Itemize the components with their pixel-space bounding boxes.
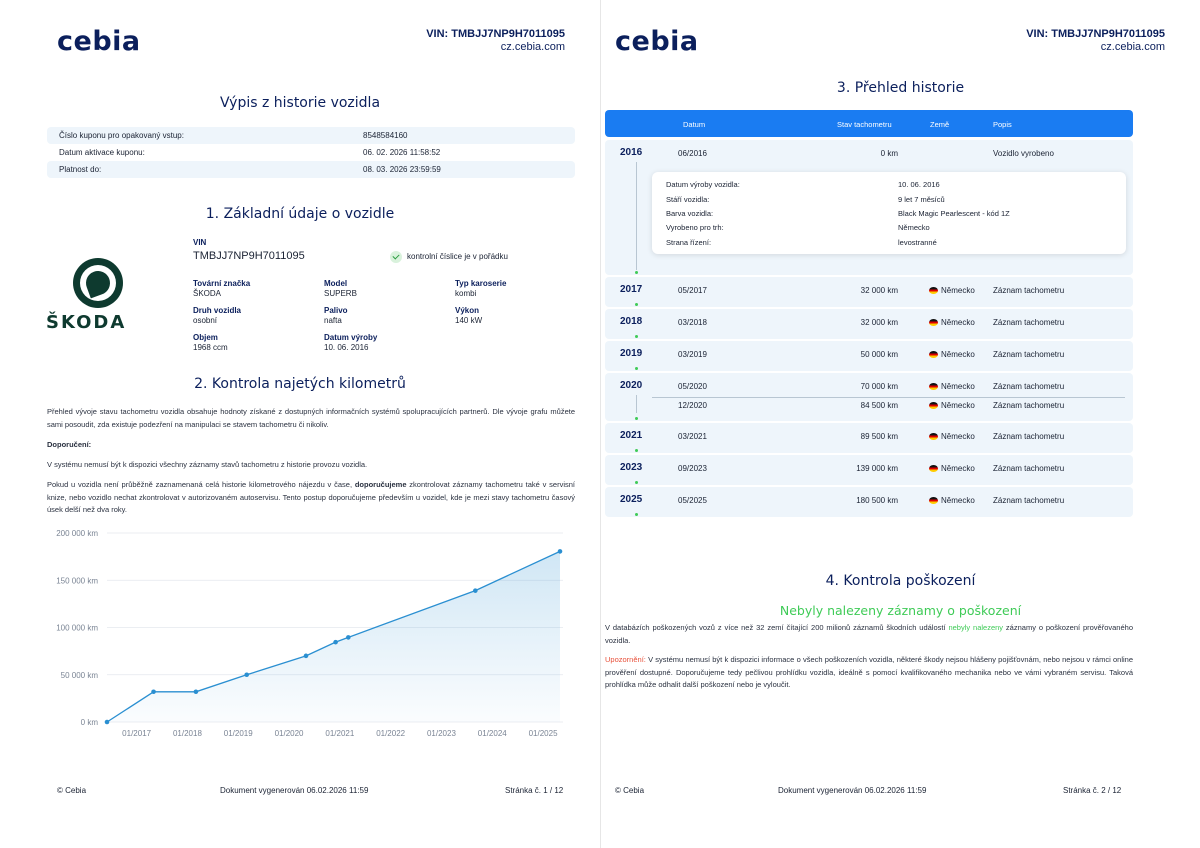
germany-flag-icon: [929, 433, 938, 440]
damage-result-title: Nebyly nalezeny záznamy o poškození: [779, 603, 1022, 618]
history-date: 03/2019: [678, 350, 707, 359]
history-year-block: [605, 487, 1133, 517]
history-date: 06/2016: [678, 149, 707, 158]
skoda-wordmark: ŠKODA: [46, 312, 127, 333]
col-date: Datum: [683, 120, 706, 129]
vehicle-field: Model SUPERB: [324, 279, 357, 298]
detail-label: Barva vozidla:: [666, 209, 714, 218]
history-km: 32 000 km: [860, 286, 898, 295]
history-description: Záznam tachometru: [993, 382, 1065, 391]
vin-check-text: kontrolní číslice je v pořádku: [407, 252, 508, 261]
germany-flag-icon: [929, 497, 938, 504]
x-tick-label: 01/2018: [172, 729, 202, 738]
vehicle-field: Výkon 140 kW: [455, 306, 483, 325]
history-km: 0 km: [880, 149, 898, 158]
history-country-label: Německo: [941, 401, 975, 410]
history-date: 05/2020: [678, 382, 707, 391]
history-country-label: Německo: [941, 382, 975, 391]
history-km: 70 000 km: [860, 382, 898, 391]
damage-result-text: V databázích poškozených vozů z více než 32 zemí čítající 200 milionů záznamů škodních událostí nebyly nalezeny záznamy o poškození prověřovaného vozidla.: [605, 623, 1133, 645]
report-page-2: [600, 0, 1200, 848]
footer-copyright: © Cebia: [57, 786, 87, 795]
history-description: Záznam tachometru: [993, 401, 1065, 410]
history-description: Záznam tachometru: [993, 318, 1065, 327]
y-tick-label: 150 000 km: [56, 576, 98, 586]
coupon-value: 8548584160: [363, 131, 408, 140]
history-year: 2020: [620, 380, 643, 391]
col-country: Země: [930, 120, 950, 129]
site-text: cz.cebia.com: [500, 41, 565, 53]
recommendation-heading: Doporučení:: [47, 440, 92, 449]
history-country-label: Německo: [941, 350, 975, 359]
history-year-block: [605, 455, 1133, 485]
history-country: [929, 286, 975, 295]
timeline-dot-icon: [635, 271, 638, 274]
coupon-row: [47, 161, 575, 178]
y-tick-label: 100 000 km: [56, 623, 98, 633]
vin-label: VIN: [193, 238, 207, 247]
history-date: 12/2020: [678, 401, 707, 410]
history-km: 84 500 km: [860, 401, 898, 410]
detail-value: 9 let 7 měsíců: [898, 195, 945, 204]
history-country-label: Německo: [941, 464, 975, 473]
history-km: 139 000 km: [856, 464, 898, 473]
x-tick-label: 01/2019: [223, 729, 253, 738]
section-title-history: 3. Přehled historie: [836, 80, 965, 96]
history-country: [929, 464, 975, 473]
history-year-block: [605, 309, 1133, 339]
x-tick-label: 01/2023: [426, 729, 456, 738]
coupon-row: [47, 144, 575, 161]
timeline-dot-icon: [635, 335, 638, 338]
detail-label: Stáří vozidla:: [666, 195, 710, 204]
timeline-dot-icon: [635, 417, 638, 420]
skoda-logo-icon: [73, 258, 123, 308]
coupon-label: Číslo kuponu pro opakovaný vstup:: [59, 131, 184, 140]
history-year-block: [605, 373, 1133, 421]
cebia-logo: cebia: [57, 26, 141, 57]
detail-value: 10. 06. 2016: [898, 180, 940, 189]
footer-copyright: © Cebia: [615, 786, 645, 795]
history-country: [929, 318, 975, 327]
history-year: 2018: [620, 316, 643, 327]
mileage-chart: [0, 520, 600, 750]
germany-flag-icon: [929, 383, 938, 390]
history-description: Záznam tachometru: [993, 464, 1065, 473]
section-title-basic-info: 1. Základní údaje o vozidle: [205, 206, 395, 222]
history-country-label: Německo: [941, 286, 975, 295]
x-tick-label: 01/2017: [122, 729, 152, 738]
history-description: Záznam tachometru: [993, 496, 1065, 505]
history-table-header: [605, 110, 1133, 137]
data-point: [304, 654, 309, 659]
x-tick-label: 01/2022: [376, 729, 406, 738]
detail-label: Datum výroby vozidla:: [666, 180, 740, 189]
history-km: 180 500 km: [856, 496, 898, 505]
history-year: 2025: [620, 494, 643, 505]
vin-header-text: VIN: TMBJJ7NP9H7011095: [426, 28, 565, 40]
history-country-label: Německo: [941, 318, 975, 327]
history-date: 03/2018: [678, 318, 707, 327]
germany-flag-icon: [929, 287, 938, 294]
history-date: 05/2017: [678, 286, 707, 295]
history-year: 2016: [620, 147, 643, 158]
vehicle-field: Tovární značka ŠKODA: [193, 279, 251, 298]
history-description: Záznam tachometru: [993, 350, 1065, 359]
timeline-dot-icon: [635, 513, 638, 516]
vin-header: [1026, 28, 1165, 54]
footer-page-number: Stránka č. 1 / 12: [505, 786, 564, 795]
vehicle-field: Objem 1968 ccm: [193, 333, 228, 352]
history-year: 2017: [620, 284, 643, 295]
coupon-label: Platnost do:: [59, 165, 102, 174]
germany-flag-icon: [929, 465, 938, 472]
detail-value: levostranné: [898, 238, 937, 247]
history-year-block: [605, 341, 1133, 371]
timeline-dot-icon: [635, 303, 638, 306]
vin-header-text: VIN: TMBJJ7NP9H7011095: [1026, 28, 1165, 40]
germany-flag-icon: [929, 351, 938, 358]
coupon-row: [47, 127, 575, 144]
timeline-dot-icon: [635, 449, 638, 452]
history-country: [929, 496, 975, 505]
footer-generated: Dokument vygenerován 06.02.2026 11:59: [778, 786, 927, 795]
timeline-line: [636, 162, 637, 270]
coupon-value: 06. 02. 2026 11:58:52: [363, 148, 441, 157]
page-title: Výpis z historie vozidla: [219, 95, 381, 111]
history-date: 09/2023: [678, 464, 707, 473]
damage-warning-text: Upozornění: V systému nemusí být k dispozici informace o všech poškozeních vozidla, některé škody nejsou hlášeny pojišťovnám, nebo nejsou v rámci online prověření dostupné. Doporučujeme tedy pečlivou prohlídku vozidla, ideálně s pomocí kvalifikovaného mechanika nebo ve vámi vybraném servisu. Taková prohlídka může odhalit další poškození nebo je vyloučit.: [605, 655, 1133, 689]
detail-value: Německo: [898, 223, 930, 232]
history-country: [929, 382, 975, 391]
mileage-area: [107, 551, 560, 722]
vehicle-field: Typ karoserie kombi: [455, 279, 507, 298]
data-point: [346, 635, 351, 640]
vehicle-detail-card: [652, 172, 1126, 254]
section-title-damage: 4. Kontrola poškození: [825, 573, 976, 589]
coupon-label: Datum aktivace kuponu:: [59, 148, 145, 157]
history-year: 2021: [620, 430, 643, 441]
history-country-label: Německo: [941, 432, 975, 441]
vehicle-field: Datum výroby 10. 06. 2016: [324, 333, 378, 352]
x-tick-label: 01/2024: [477, 729, 507, 738]
mileage-intro: Přehled vývoje stavu tachometru vozidla obsahuje hodnoty získané z dostupných informačních systémů spolupracujících partnerů. Dle vývoje grafu můžete sami posoudit, zda existuje podezření na manipulaci se stavem tachometru či nikoliv.: [47, 407, 575, 429]
data-point: [151, 689, 156, 694]
timeline-dot-icon: [635, 481, 638, 484]
history-date: 03/2021: [678, 432, 707, 441]
history-country: [929, 350, 975, 359]
x-tick-label: 01/2025: [528, 729, 558, 738]
section-title-mileage: 2. Kontrola najetých kilometrů: [194, 376, 406, 392]
x-tick-label: 01/2021: [325, 729, 355, 738]
recommendation-text: V systému nemusí být k dispozici všechny záznamy stavů tachometru z historie provozu vozidla.: [47, 460, 368, 469]
data-point: [558, 549, 563, 554]
detail-value: Black Magic Pearlescent - kód 1Z: [898, 209, 1010, 218]
footer-page-number: Stránka č. 2 / 12: [1063, 786, 1122, 795]
y-tick-label: 200 000 km: [56, 529, 98, 538]
vehicle-field: Palivo nafta: [324, 306, 348, 325]
col-km: Stav tachometru: [837, 120, 892, 129]
recommendation-detail: Pokud u vozidla není průběžně zaznamenaná celá historie kilometrového nájezdu v čase, doporučujeme zkontrolovat záznamy tachometru také v servisní knize, nebo vozidlo nechat zkontrolovat v autorizovaném autoservisu. Tento postup doporučujeme především u vozidel, kde je mezi stavy tachometru časový úsek delší než dva roky.: [47, 480, 575, 514]
detail-label: Vyrobeno pro trh:: [666, 223, 724, 232]
history-date: 05/2025: [678, 496, 707, 505]
history-description: Záznam tachometru: [993, 286, 1065, 295]
data-point: [333, 640, 338, 645]
y-tick-label: 50 000 km: [60, 670, 98, 680]
site-text: cz.cebia.com: [1100, 41, 1165, 53]
timeline-line: [636, 395, 637, 413]
x-tick-label: 01/2020: [274, 729, 304, 738]
data-point: [194, 689, 199, 694]
germany-flag-icon: [929, 402, 938, 409]
cebia-logo: cebia: [615, 26, 699, 57]
vin-value: TMBJJ7NP9H7011095: [193, 250, 305, 262]
detail-label: Strana řízení:: [666, 238, 712, 247]
vehicle-field: Druh vozidla osobní: [193, 306, 242, 325]
coupon-value: 08. 03. 2026 23:59:59: [363, 165, 441, 174]
history-country: [929, 432, 975, 441]
history-country-label: Německo: [941, 496, 975, 505]
history-km: 89 500 km: [860, 432, 898, 441]
data-point: [105, 720, 110, 725]
history-year: 2023: [620, 462, 643, 473]
footer-generated: Dokument vygenerován 06.02.2026 11:59: [220, 786, 369, 795]
y-tick-label: 0 km: [80, 718, 98, 727]
data-point: [473, 588, 478, 593]
row-divider: [652, 397, 1125, 398]
history-km: 50 000 km: [860, 350, 898, 359]
col-desc: Popis: [993, 120, 1012, 129]
history-year-block: [605, 423, 1133, 453]
germany-flag-icon: [929, 319, 938, 326]
history-description: Vozidlo vyrobeno: [993, 149, 1054, 158]
check-icon: [390, 251, 402, 263]
data-point: [244, 672, 249, 677]
history-year-block: [605, 277, 1133, 307]
timeline-dot-icon: [635, 367, 638, 370]
history-description: Záznam tachometru: [993, 432, 1065, 441]
history-year: 2019: [620, 348, 643, 359]
history-country: [929, 401, 975, 410]
vin-header: [426, 28, 565, 54]
history-km: 32 000 km: [860, 318, 898, 327]
